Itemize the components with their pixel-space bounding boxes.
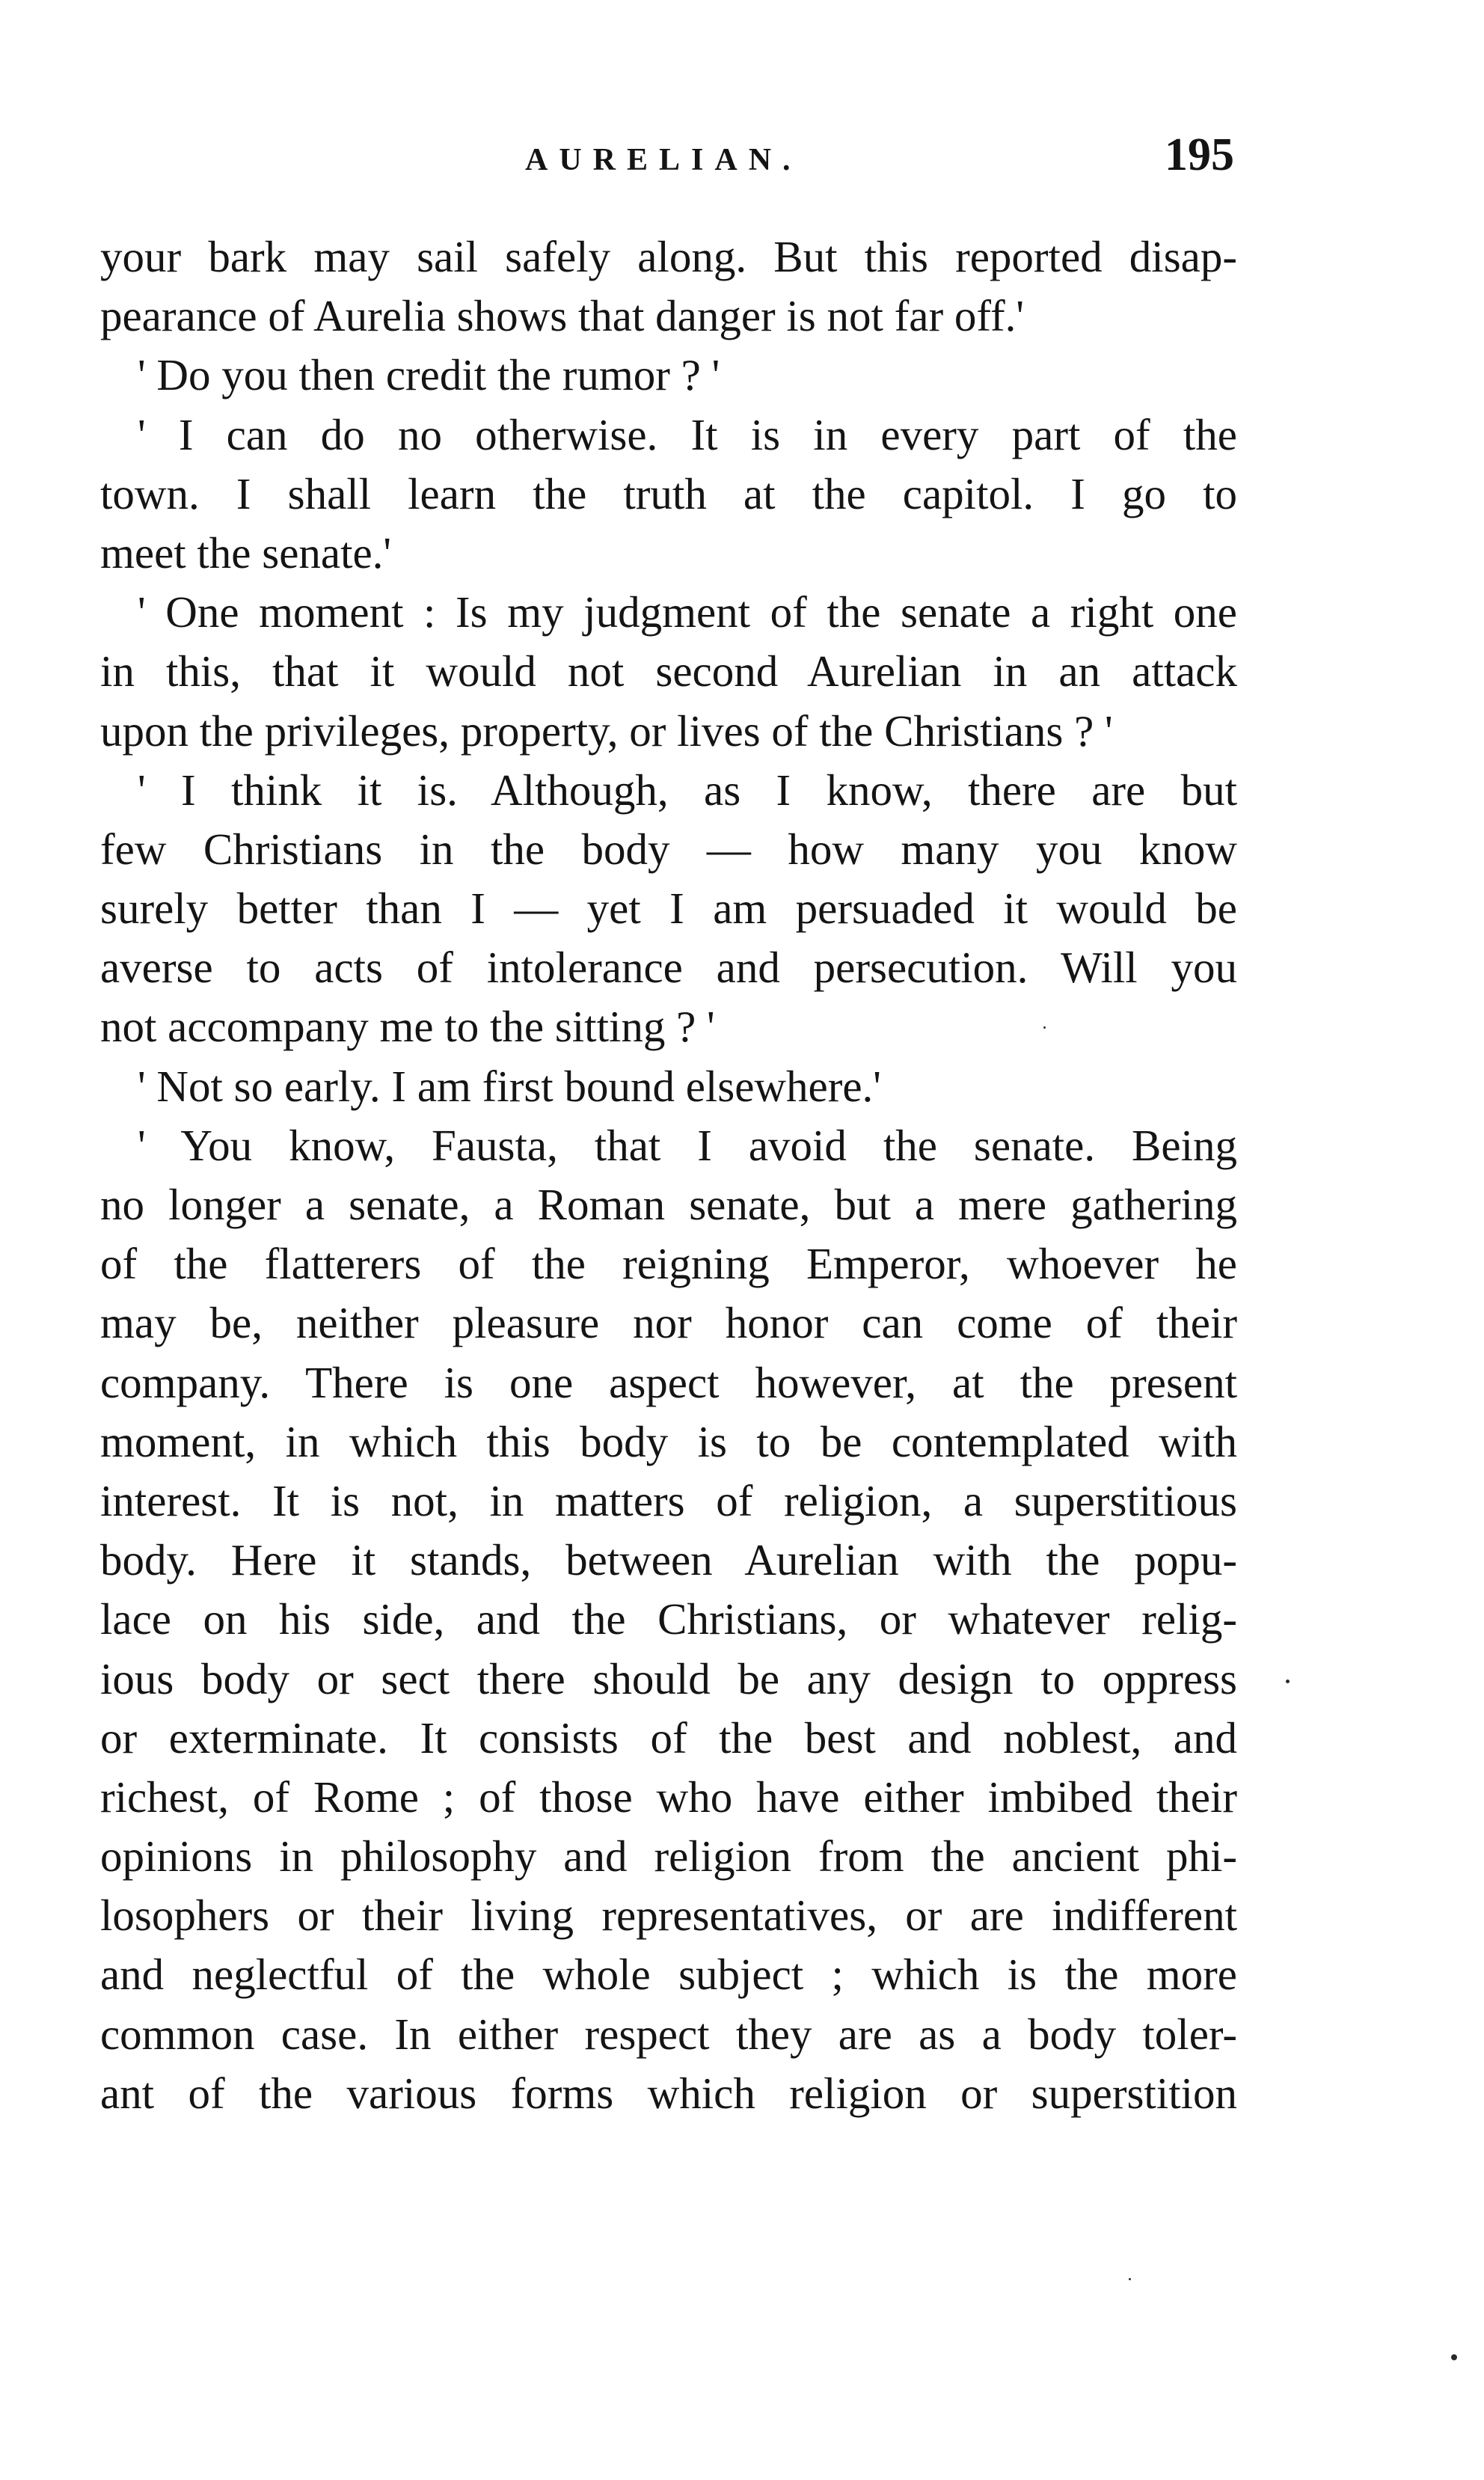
text-line: losophers or their living representatives, or are indifferent <box>100 1890 1237 1941</box>
text-line: or exterminate. It consists of the best and noblest, and <box>100 1712 1237 1763</box>
text-line: ' You know, Fausta, that I avoid the senate. Being <box>138 1120 1237 1170</box>
text-line: town. I shall learn the truth at the capitol. I go to <box>100 468 1237 518</box>
text-line: ious body or sect there should be any design to oppress <box>100 1653 1237 1703</box>
text-line: meet the senate.' <box>100 527 392 578</box>
text-line: ' One moment : Is my judgment of the senate a right one <box>138 587 1237 637</box>
running-head <box>0 129 1484 189</box>
body-text <box>100 227 1237 2123</box>
text-line: richest, of Rome ; of those who have either imbibed their <box>100 1772 1237 1822</box>
text-line: opinions in philosophy and religion from the ancient phi- <box>100 1831 1237 1882</box>
text-line: your bark may sail safely along. But this reported disap- <box>100 232 1237 281</box>
text-line: ' I think it is. Although, as I know, there are but <box>138 765 1237 815</box>
text-line: ant of the various forms which religion or superstition <box>100 2068 1237 2118</box>
text-line: interest. It is not, in matters of religion, a superstitious <box>100 1475 1237 1525</box>
text-line: surely better than I — yet I am persuaded it would be <box>100 884 1237 934</box>
text-line: ' Not so early. I am first bound elsewhere.' <box>138 1061 881 1111</box>
text-line: and neglectful of the whole subject ; which is the more <box>100 1950 1237 2000</box>
ink-speck <box>1286 1680 1290 1683</box>
text-line: pearance of Aurelia shows that danger is not far off.' <box>100 291 1024 341</box>
text-line: upon the privileges, property, or lives of the Christians ? ' <box>100 705 1113 756</box>
text-line: may be, neither pleasure nor honor can come of their <box>100 1298 1237 1348</box>
text-line: ' I can do no otherwise. It is in every part of the <box>138 409 1237 459</box>
running-title: AURELIAN. <box>525 143 802 177</box>
text-line: of the flatterers of the reigning Emperor, whoever he <box>100 1239 1237 1289</box>
ink-speck <box>1129 2278 1131 2280</box>
text-line: body. Here it stands, between Aurelian with the popu- <box>100 1535 1237 1585</box>
text-line: common case. In either respect they are as a body toler- <box>100 2009 1237 2059</box>
text-line: few Christians in the body — how many you know <box>100 824 1237 874</box>
ink-speck <box>1451 2354 1457 2360</box>
text-line: ' Do you then credit the rumor ? ' <box>138 350 720 400</box>
text-line: company. There is one aspect however, at the present <box>100 1357 1237 1407</box>
text-line: lace on his side, and the Christians, or whatever relig- <box>100 1594 1237 1644</box>
text-line: not accompany me to the sitting ? ' <box>100 1002 715 1052</box>
text-line: averse to acts of intolerance and persecution. Will you <box>100 943 1237 993</box>
text-line: no longer a senate, a Roman senate, but a mere gathering <box>100 1180 1237 1229</box>
text-line: moment, in which this body is to be contemplated with <box>100 1416 1237 1466</box>
page-number: 195 <box>1165 129 1234 180</box>
text-line: in this, that it would not second Aurelian in an attack <box>100 646 1237 696</box>
ink-speck <box>1043 1026 1046 1029</box>
